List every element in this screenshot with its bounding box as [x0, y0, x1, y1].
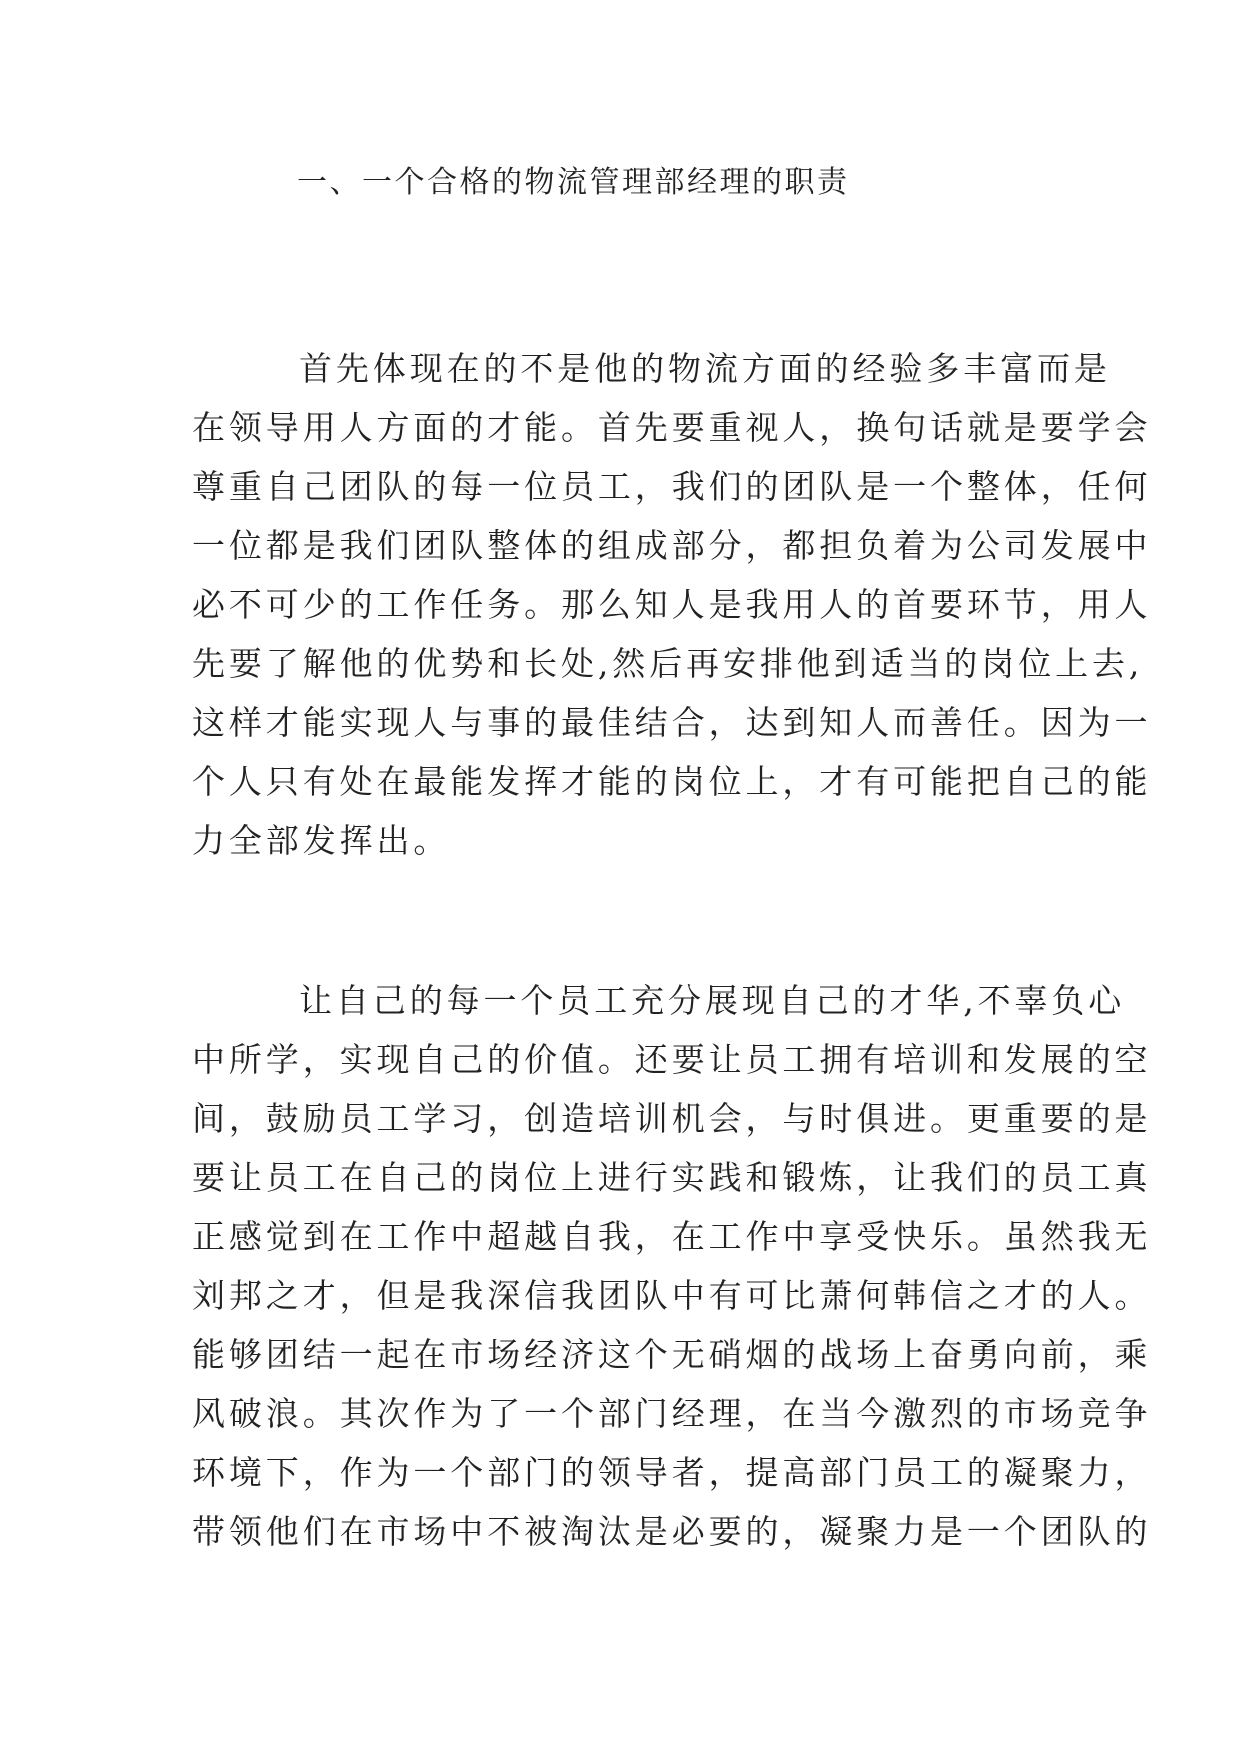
paragraph-line: 风破浪。其次作为了一个部门经理，在当今激烈的市场竞争 — [192, 1394, 1152, 1433]
paragraph-line: 必不可少的工作任务。那么知人是我用人的首要环节，用人 — [192, 585, 1152, 624]
paragraph-2 — [192, 971, 1152, 1561]
paragraph-line: 正感觉到在工作中超越自我，在工作中享受快乐。虽然我无 — [192, 1217, 1152, 1256]
section-heading: 一、一个合格的物流管理部经理的职责 — [297, 165, 850, 200]
paragraph-line: 首先体现在的不是他的物流方面的经验多丰富而是 — [299, 349, 1111, 388]
paragraph-1 — [192, 339, 1152, 870]
paragraph-line: 先要了解他的优势和长处,然后再安排他到适当的岗位上去, — [192, 644, 1144, 683]
paragraph-line: 带领他们在市场中不被淘汰是必要的，凝聚力是一个团队的 — [192, 1512, 1152, 1551]
paragraph-line: 在领导用人方面的才能。首先要重视人，换句话就是要学会 — [192, 408, 1152, 447]
paragraph-line: 要让员工在自己的岗位上进行实践和锻炼，让我们的员工真 — [192, 1158, 1152, 1197]
paragraph-line: 一位都是我们团队整体的组成部分，都担负着为公司发展中 — [192, 526, 1152, 565]
paragraph-line: 个人只有处在最能发挥才能的岗位上，才有可能把自己的能 — [192, 762, 1152, 801]
paragraph-line: 间，鼓励员工学习，创造培训机会，与时俱进。更重要的是 — [192, 1099, 1152, 1138]
paragraph-line: 刘邦之才，但是我深信我团队中有可比萧何韩信之才的人。 — [192, 1276, 1152, 1315]
paragraph-line: 能够团结一起在市场经济这个无硝烟的战场上奋勇向前，乘 — [192, 1335, 1152, 1374]
paragraph-line: 力全部发挥出。 — [192, 821, 451, 860]
paragraph-line: 让自己的每一个员工充分展现自己的才华,不辜负心 — [299, 981, 1126, 1020]
paragraph-line: 环境下，作为一个部门的领导者，提高部门员工的凝聚力， — [192, 1453, 1152, 1492]
paragraph-line: 这样才能实现人与事的最佳结合，达到知人而善任。因为一 — [192, 703, 1152, 742]
paragraph-line: 中所学，实现自己的价值。还要让员工拥有培训和发展的空 — [192, 1040, 1152, 1079]
paragraph-line: 尊重自己团队的每一位员工，我们的团队是一个整体，任何 — [192, 467, 1152, 506]
